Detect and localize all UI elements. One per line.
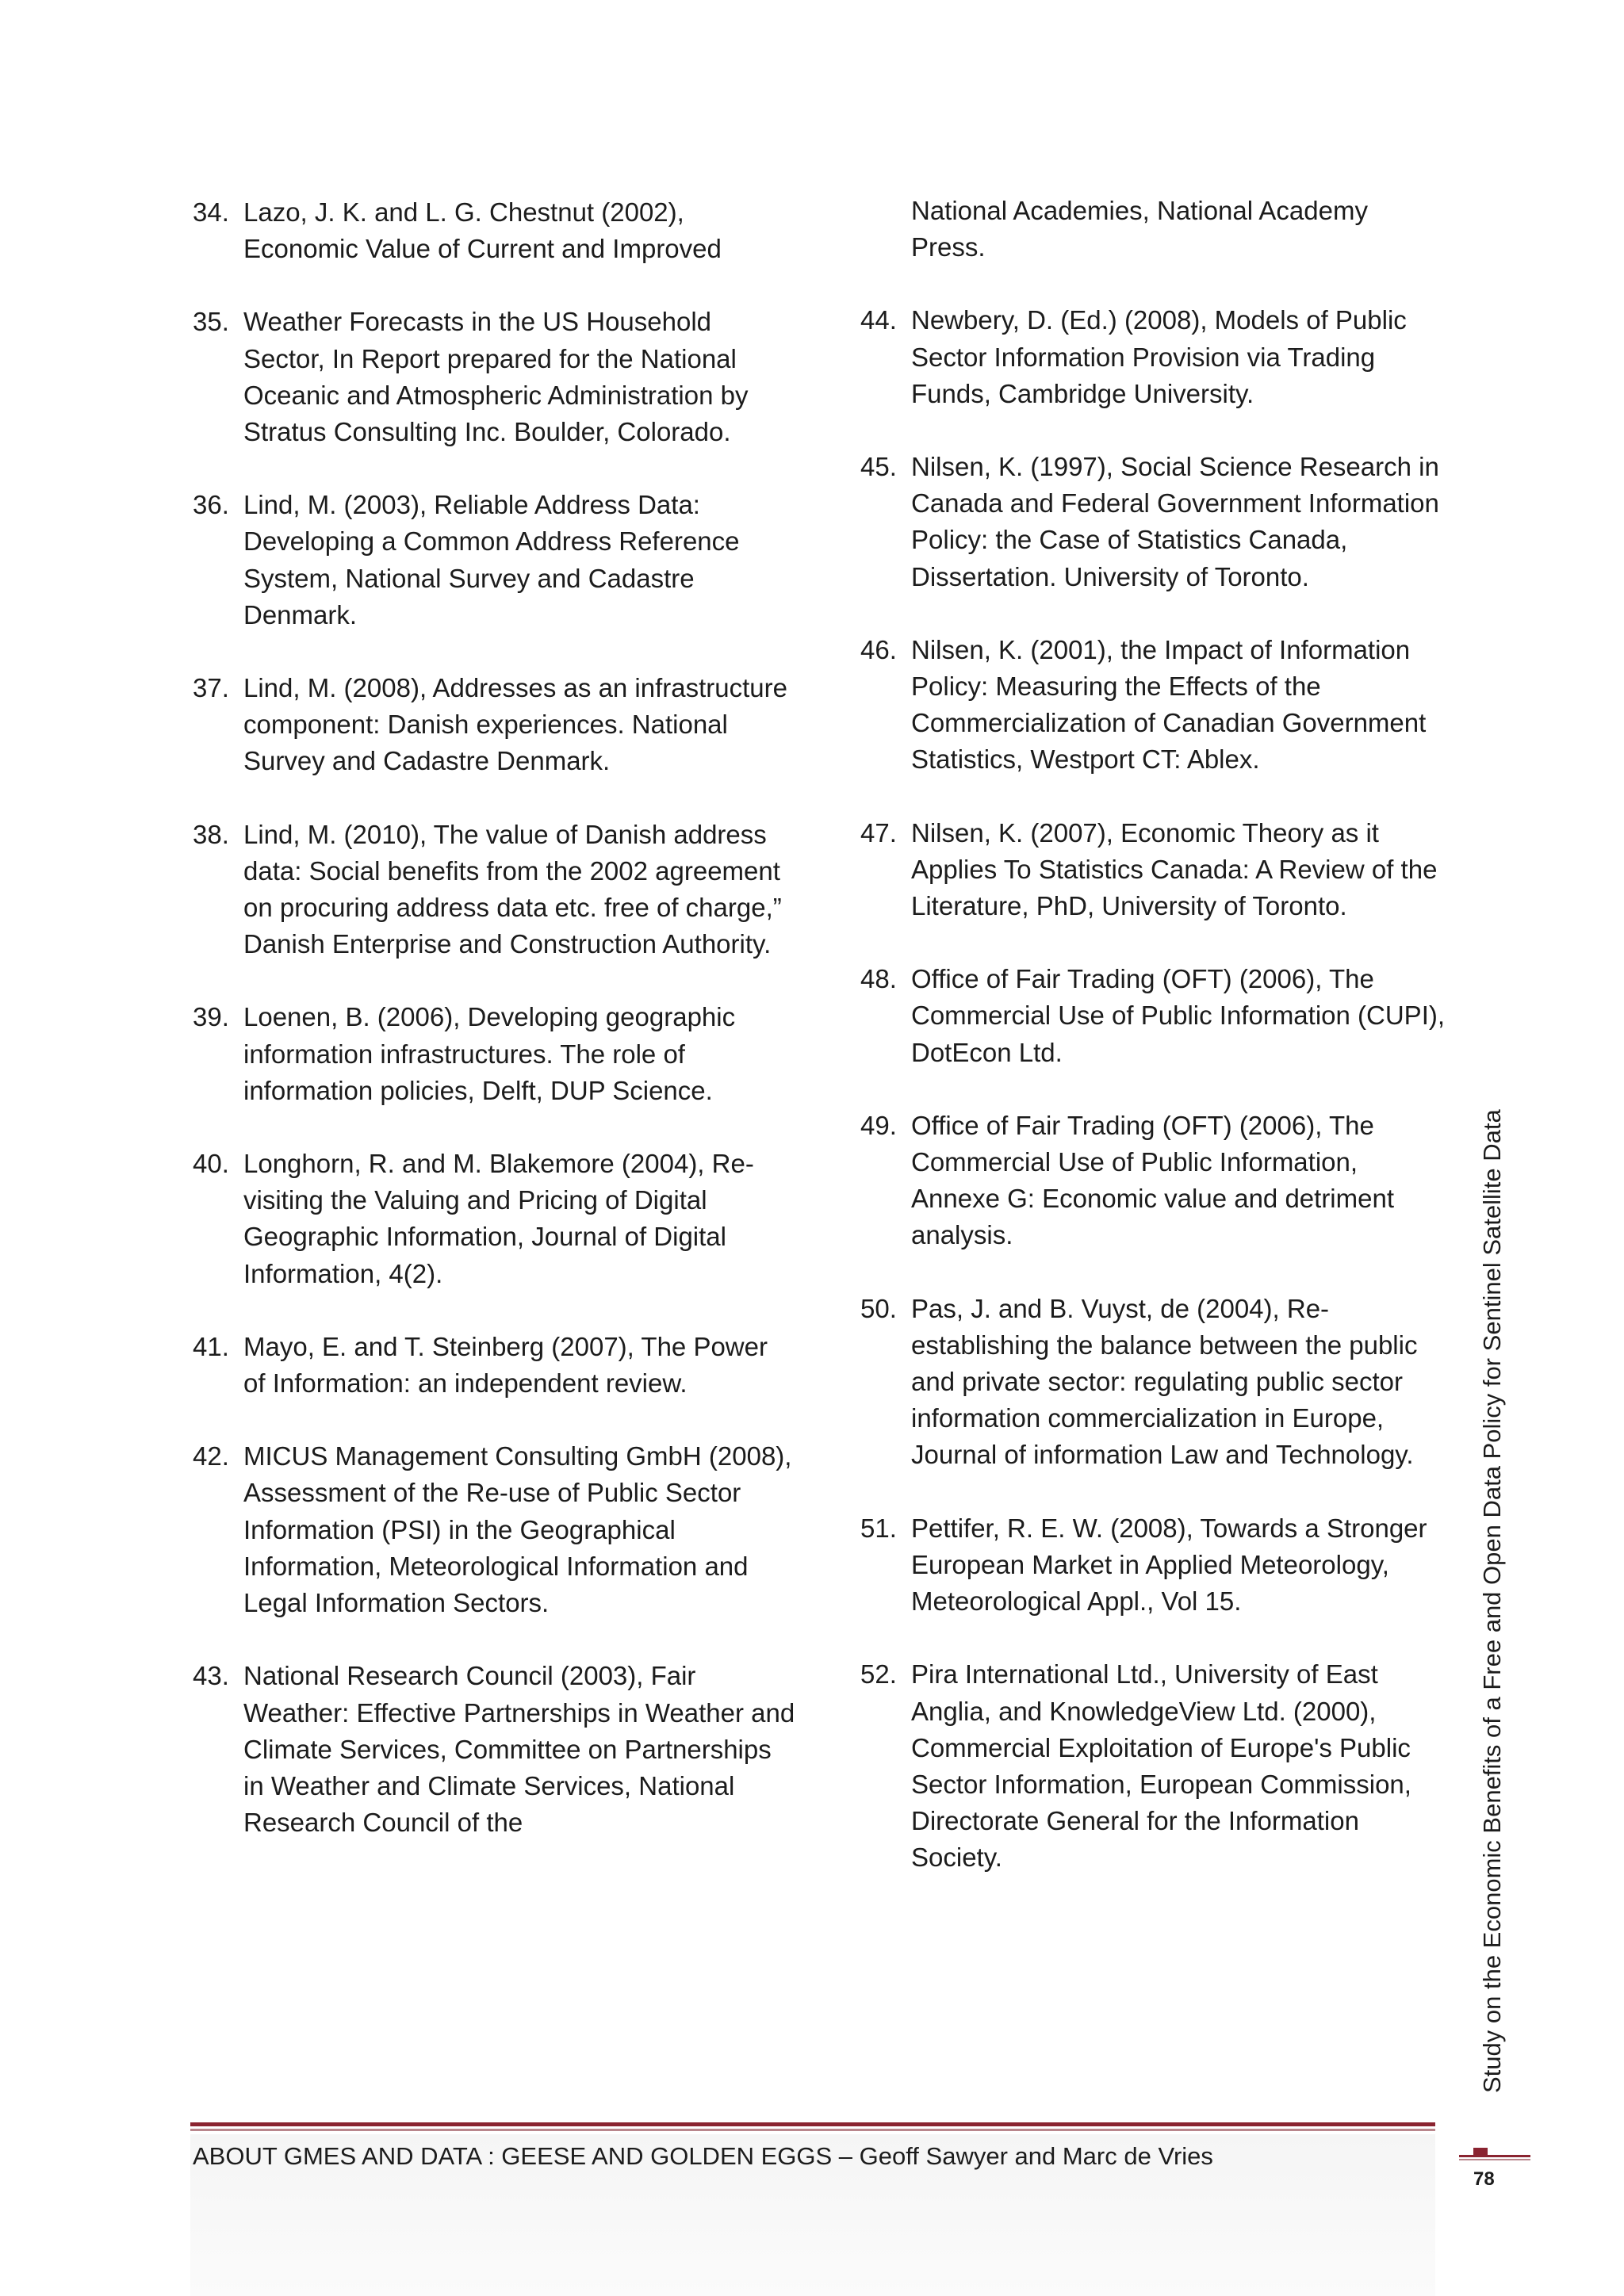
reference-text: Pira International Ltd., University of East Anglia, and KnowledgeView Ltd. (2000), Commercial Exploitation of Europe's Public Sector Information, European Commission, Directorate General for the Information Society.	[911, 1659, 1411, 1873]
reference-text: Longhorn, R. and M. Blakemore (2004), Re-visiting the Valuing and Pricing of Digital Geographic Information, Journal of Digital Information, 4(2).	[243, 1149, 754, 1288]
page-number-rule-light	[1459, 2159, 1530, 2160]
reference-number: 42.	[193, 1441, 229, 1471]
reference-text: National Research Council (2003), Fair Weather: Effective Partnerships in Weather and Climate Services, Committee on Partnerships in Weather and Climate Services, National Research Council of the	[243, 1661, 795, 1838]
reference-item	[193, 487, 795, 633]
reference-item	[860, 449, 1447, 595]
reference-text: Nilsen, K. (2001), the Impact of Information Policy: Measuring the Effects of the Commercialization of Canadian Government Statistics, Westport CT: Ablex.	[911, 634, 1427, 775]
reference-item	[193, 1329, 795, 1402]
reference-text: Weather Forecasts in the US Household Sector, In Report prepared for the National Oceanic and Atmospheric Administration by Stratus Consulting Inc. Boulder, Colorado.	[243, 307, 749, 447]
reference-number: 48.	[860, 964, 897, 994]
reference-item	[193, 304, 795, 450]
reference-number: 34.	[193, 197, 229, 227]
reference-text: Loenen, B. (2006), Developing geographic information infrastructures. The role of information policies, Delft, DUP Science.	[243, 1002, 736, 1105]
reference-number: 47.	[860, 817, 897, 848]
reference-text: Mayo, E. and T. Steinberg (2007), The Power of Information: an independent review.	[243, 1331, 768, 1399]
page-number-rule	[1459, 2155, 1530, 2157]
reference-text: Newbery, D. (Ed.) (2008), Models of Public Sector Information Provision via Trading Funds, Cambridge University.	[911, 305, 1407, 408]
reference-item	[860, 302, 1447, 412]
reference-text: Lind, M. (2003), Reliable Address Data: Developing a Common Address Reference System, National Survey and Cadastre Denmark.	[243, 490, 740, 629]
reference-item	[193, 817, 795, 963]
reference-item	[860, 961, 1447, 1071]
references-left-column	[193, 194, 795, 1877]
reference-text: Nilsen, K. (1997), Social Science Research in Canada and Federal Government Information Policy: the Case of Statistics Canada, Dissertation. University of Toronto.	[911, 452, 1439, 591]
footer-text: ABOUT GMES AND DATA : GEESE AND GOLDEN EGGS – Geoff Sawyer and Marc de Vries	[193, 2142, 1213, 2170]
reference-item	[193, 670, 795, 780]
reference-number: 50.	[860, 1293, 897, 1323]
page-number: 78	[1473, 2168, 1495, 2190]
reference-text: Lind, M. (2008), Addresses as an infrastructure component: Danish experiences. National Survey and Cadastre Denmark.	[243, 673, 788, 776]
reference-text: Lind, M. (2010), The value of Danish address data: Social benefits from the 2002 agreement on procuring address data etc. free of charge,” Danish Enterprise and Construction Authority.	[243, 819, 782, 959]
page-number-marker	[1473, 2148, 1488, 2155]
footer-divider-light	[190, 2129, 1435, 2131]
reference-number: 38.	[193, 819, 229, 849]
footer-divider	[190, 2122, 1435, 2126]
reference-item	[860, 1656, 1447, 1876]
reference-number: 46.	[860, 634, 897, 664]
reference-item	[193, 1438, 795, 1621]
reference-number: 41.	[193, 1331, 229, 1361]
reference-text: Pettifer, R. E. W. (2008), Towards a Stronger European Market in Applied Meteorology, Meteorological Appl., Vol 15.	[911, 1513, 1427, 1617]
reference-continuation	[860, 193, 1447, 266]
reference-item	[860, 1108, 1447, 1254]
reference-text: Nilsen, K. (2007), Economic Theory as it Applies To Statistics Canada: A Review of the Literature, PhD, University of Toronto.	[911, 817, 1438, 921]
reference-number: 44.	[860, 305, 897, 335]
reference-number: 43.	[193, 1661, 229, 1691]
reference-item	[860, 1510, 1447, 1621]
reference-text: Office of Fair Trading (OFT) (2006), The Commercial Use of Public Information, Annexe G: Economic value and detriment analysis.	[911, 1110, 1395, 1250]
reference-item	[193, 194, 795, 267]
reference-number: 40.	[193, 1149, 229, 1179]
side-document-title: Study on the Economic Benefits of a Free and Open Data Policy for Sentinel Satellite Data	[1478, 1109, 1506, 2093]
references-right-column	[860, 194, 1447, 1913]
reference-text: Office of Fair Trading (OFT) (2006), The Commercial Use of Public Information (CUPI), DotEcon Ltd.	[911, 964, 1446, 1067]
reference-number: 49.	[860, 1110, 897, 1140]
reference-text: Lazo, J. K. and L. G. Chestnut (2002), Economic Value of Current and Improved	[243, 197, 722, 264]
reference-text: MICUS Management Consulting GmbH (2008), Assessment of the Re-use of Public Sector Information (PSI) in the Geographical Information, Meteorological Information and Legal Information Sectors.	[243, 1441, 792, 1618]
reference-number: 52.	[860, 1659, 897, 1689]
reference-item	[193, 1146, 795, 1292]
reference-number: 37.	[193, 673, 229, 703]
reference-item	[860, 815, 1447, 925]
reference-number: 45.	[860, 452, 897, 482]
reference-number: 51.	[860, 1513, 897, 1543]
reference-number: 36.	[193, 490, 229, 520]
reference-item	[193, 999, 795, 1109]
reference-text: National Academies, National Academy Press.	[911, 196, 1368, 262]
reference-text: Pas, J. and B. Vuyst, de (2004), Re-establishing the balance between the public and private sector: regulating public sector information commercialization in Europe, Journal of information Law and Technology.	[911, 1293, 1418, 1470]
reference-number: 39.	[193, 1002, 229, 1032]
reference-item	[860, 632, 1447, 779]
reference-item	[193, 1658, 795, 1841]
reference-number: 35.	[193, 307, 229, 337]
reference-item	[860, 1291, 1447, 1474]
